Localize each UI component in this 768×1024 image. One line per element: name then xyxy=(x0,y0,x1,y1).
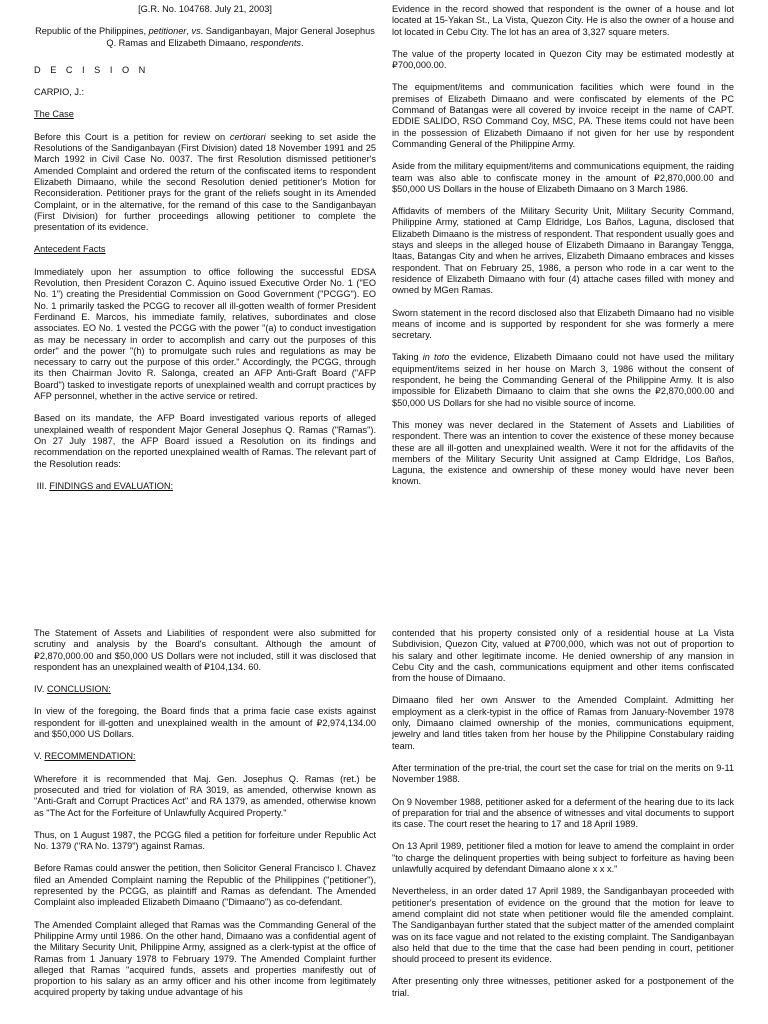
conclusion-heading xyxy=(34,684,376,695)
antecedent-paragraph-1: Immediately upon her assumption to office following the successful EDSA Revolution, then President Corazon C. Aquino issued Executive Order No. 1 ("EO No. 1") creating the Presidential Commission on Good Government ("PCGG"). EO No. 1 primarily tasked the PCGG to recover all ill-gotten wealth of former President Ferdinand E. Marcos, his immediate family, relatives, subordinates and close associates. EO No. 1 vested the PCGG with the power "(a) to conduct investigation as may be necessary in order to accomplish and carry out the purposes of this order" and the power "(h) to promulgate such rules and regulations as may be necessary to carry out the purpose of this order." Accordingly, the PCGG, through its then Chairman Jovito R. Salonga, created an AFP Anti-Graft Board ("AFP Board") tasked to investigate reports of unexplained wealth and corrupt practices by AFP personnel, whether in the active service or retired. xyxy=(34,266,376,402)
paragraph: In view of the foregoing, the Board finds that a prima facie case exists against respondent for ill-gotten and unexplained wealth in the amount of ₽2,974,134.00 and $50,000 US Dollars. xyxy=(34,706,376,740)
paragraph-text: Before this Court is a petition for review on xyxy=(34,131,230,142)
paragraph: After termination of the pre-trial, the court set the case for trial on the merits on 9-11 November 1988. xyxy=(392,762,734,785)
caption-text: Republic of the Philippines, xyxy=(35,26,149,37)
caption-petitioner: petitioner xyxy=(148,26,187,37)
heading-antecedent-facts: Antecedent Facts xyxy=(34,244,106,255)
heading-prefix: IV. xyxy=(34,684,47,695)
parties-caption xyxy=(34,26,376,49)
heading-text: CONCLUSION: xyxy=(46,684,111,695)
paragraph: Before Ramas could answer the petition, then Solicitor General Francisco I. Chavez filed an Amended Complaint naming the Republic of the Philippines ("petitioner"), represented by the PCGG, as plaintiff and Ramas as defendant. The Amended Complaint also impleaded Elizabeth Dimaano ("Dimaano") as co-defendant. xyxy=(34,863,376,908)
caption-vs: vs xyxy=(191,26,201,37)
paragraph: Affidavits of members of the Military Security Unit, Military Security Command, Philippine Army, stationed at Camp Eldridge, Los Baños, Laguna, disclosed that Elizabeth Dimaano is the mistress of respondent. That respondent usually goes and stays and sleeps in the alleged house of Elizabeth Dimaano in Barangay Tengga, Itaas, Batangas City and when he arrives, Elizabeth Dimaano embraces and kisses respondent. That on February 25, 1986, a person who rode in a car went to the residence of Elizabeth Dimaano with four (4) attache cases filled with money and owned by MGen Ramas. xyxy=(392,206,734,296)
decision-heading: D E C I S I O N xyxy=(34,64,149,75)
paragraph: Sworn statement in the record disclosed also that Elizabeth Dimaano had no visible means of income and is supported by respondent for she was formerly a mere secretary. xyxy=(392,307,734,341)
paragraph-text: the evidence, Elizabeth Dimaano could not have used the military equipment/items seized in her house on March 3, 1986 without the consent of respondent, he being the Commanding General of the Philippine Army. It is also impossible for Elizabeth Dimaano to claim that she owns the ₽2,870,000.00 and $50,000 US Dollars for she had no visible source of income. xyxy=(392,352,735,408)
paragraph: Dimaano filed her own Answer to the Amended Complaint. Admitting her employment as a clerk-typist in the office of Ramas from January-November 1978 only, Dimaano claimed ownership of the monies, communications equipment, jewelry and land titles taken from her house by the Philippine Constabulary raiding team. xyxy=(392,695,734,751)
left-column-bottom xyxy=(34,628,376,1010)
case-paragraph xyxy=(34,132,376,234)
heading-text: RECOMMENDATION: xyxy=(44,751,136,762)
right-column-bottom xyxy=(392,628,734,1010)
paragraph: This money was never declared in the Statement of Assets and Liabilities of respondent. There was an intention to cover the existence of these money because these are all ill-gotten and unexplained wealth. Were it not for the affidavits of the members of the Military Security Unit assigned at Camp Eldridge, Los Baños, Laguna, the existence and ownership of these money would have never been known. xyxy=(392,419,734,487)
paragraph: The equipment/items and communication facilities which were found in the premises of Elizabeth Dimaano and were confiscated by elements of the PC Command of Batangas were all covered by invoice receipt in the name of CAPT. EDDIE SALIDO, RSO Command Coy, MSC, PA. These items could not have been in the possession of Elizabeth Dimaano if not given for her use by respondent Commanding General of the Philippine Army. xyxy=(392,82,734,149)
caption-text: . xyxy=(301,37,304,48)
caption-text: . Sandiganbayan, Major General Josephus Q. Ramas and Elizabeth Dimaano, xyxy=(106,26,375,48)
paragraph: Wherefore it is recommended that Maj. Gen. Josephus Q. Ramas (ret.) be prosecuted and tried for violation of RA 3019, as amended, otherwise known as "Anti-Graft and Corrupt Practices Act" and RA 1379, as amended, otherwise known as "The Act for the Forfeiture of Unlawfully Acquired Property." xyxy=(34,773,376,818)
paragraph: The value of the property located in Quezon City may be estimated modestly at ₽700,000.00. xyxy=(392,48,734,71)
recommendation-heading xyxy=(34,751,376,762)
paragraph: On 9 November 1988, petitioner asked for a deferment of the hearing due to its lack of preparation for trial and the absence of witnesses and vital documents to support its case. The court reset the hearing to 17 and 18 April 1989. xyxy=(392,796,734,830)
paragraph: Evidence in the record showed that respondent is the owner of a house and lot located at 15-Yakan St., La Vista, Quezon City. He is also the owner of a house and lot located in Cebu City. The lot has an area of 3,327 square meters. xyxy=(392,4,734,37)
paragraph xyxy=(392,352,734,408)
findings-heading xyxy=(34,481,376,492)
paragraph: Thus, on 1 August 1987, the PCGG filed a petition for forfeiture under Republic Act No. 1379 ("RA No. 1379") against Ramas. xyxy=(34,829,376,852)
paragraph-italic: in toto xyxy=(422,352,450,363)
paragraph: On 13 April 1989, petitioner filed a motion for leave to amend the complaint in order "to charge the delinquent properties with being subject to forfeiture as having been unlawfully acquired by defendant Dimaano alone x x x." xyxy=(392,841,734,875)
left-column-top xyxy=(34,4,376,503)
page-bottom xyxy=(0,620,768,1024)
heading-the-case: The Case xyxy=(34,109,74,120)
paragraph: The Amended Complaint alleged that Ramas was the Commanding General of the Philippine Army until 1986. On the other hand, Dimaano was a confidential agent of the Military Security Unit, Philippine Army, assigned as a clerk-typist at the office of Ramas from 1 January 1978 to February 1979. The Amended Complaint further alleged that Ramas "acquired funds, assets and properties manifestly out of proportion to his salary as an army officer and his other income from legitimately acquired property by taking undue advantage of his xyxy=(34,919,376,998)
heading-text: FINDINGS and EVALUATION: xyxy=(49,480,174,491)
paragraph: After presenting only three witnesses, petitioner asked for a postponement of the trial. xyxy=(392,976,734,998)
paragraph-text: Taking xyxy=(392,352,423,363)
paragraph: Nevertheless, in an order dated 17 April 1989, the Sandiganbayan proceeded with petitioner's presentation of evidence on the ground that the motion for leave to amend complaint did not state when petitioner would file the amended complaint. The Sandiganbayan further stated that the subject matter of the amended complaint was on its face vague and not related to the existing complaint. The Sandiganbayan also held that due to the time that the case had been pending in court, petitioner should proceed to present its evidence. xyxy=(392,886,734,965)
caption-respondents: respondents xyxy=(250,37,302,48)
paragraph-italic: certiorari xyxy=(229,131,266,142)
ponente: CARPIO, J.: xyxy=(34,87,85,98)
paragraph: Aside from the military equipment/items and communications equipment, the raiding team was also able to confiscate money in the amount of ₽2,870,000.00 and $50,000 US Dollars in the house of Elizabeth Dimaano on 3 March 1986. xyxy=(392,161,734,194)
paragraph: The Statement of Assets and Liabilities of respondent were also submitted for scrutiny and analysis by the Board's consultant. Although the amount of ₽2,870,000.00 and $50,000 US Dollars were not included, still it was disclosed that respondent has an unexplained wealth of ₽104,134. 60. xyxy=(34,628,376,672)
case-number: [G.R. No. 104768. July 21, 2003] xyxy=(138,4,272,14)
caption-text: , xyxy=(186,26,192,37)
heading-prefix: III. xyxy=(36,480,50,491)
right-column-top xyxy=(392,4,734,499)
paragraph: contended that his property consisted only of a residential house at La Vista Subdivision, Quezon City, valued at ₽700,000, which was not out of proportion to his salary and other legitimate income. He denied ownership of any mansion in Cebu City and the cash, communications equipment and other items confiscated from the house of Dimaano. xyxy=(392,628,734,684)
heading-prefix: V. xyxy=(34,751,45,762)
antecedent-paragraph-2: Based on its mandate, the AFP Board investigated various reports of alleged unexplained wealth of respondent Major General Josephus Q. Ramas ("Ramas"). On 27 July 1987, the AFP Board issued a Resolution on its findings and recommendation on the reported unexplained wealth of Ramas. The relevant part of the Resolution reads: xyxy=(34,413,376,469)
paragraph-text: seeking to set aside the Resolutions of the Sandiganbayan (First Division) dated 18 November 1991 and 25 March 1992 in Civil Case No. 0037. The first Resolution dismissed petitioner's Amended Complaint and ordered the return of the confiscated items to respondent Elizabeth Dimaano, while the second Resolution denied petitioner's Motion for Reconsideration. Petitioner prays for the grant of the reliefs sought in its Amended Complaint, or in the alternative, for the remand of this case to the Sandiganbayan (First Division) for further proceedings allowing petitioner to complete the presentation of its evidence. xyxy=(34,131,376,233)
